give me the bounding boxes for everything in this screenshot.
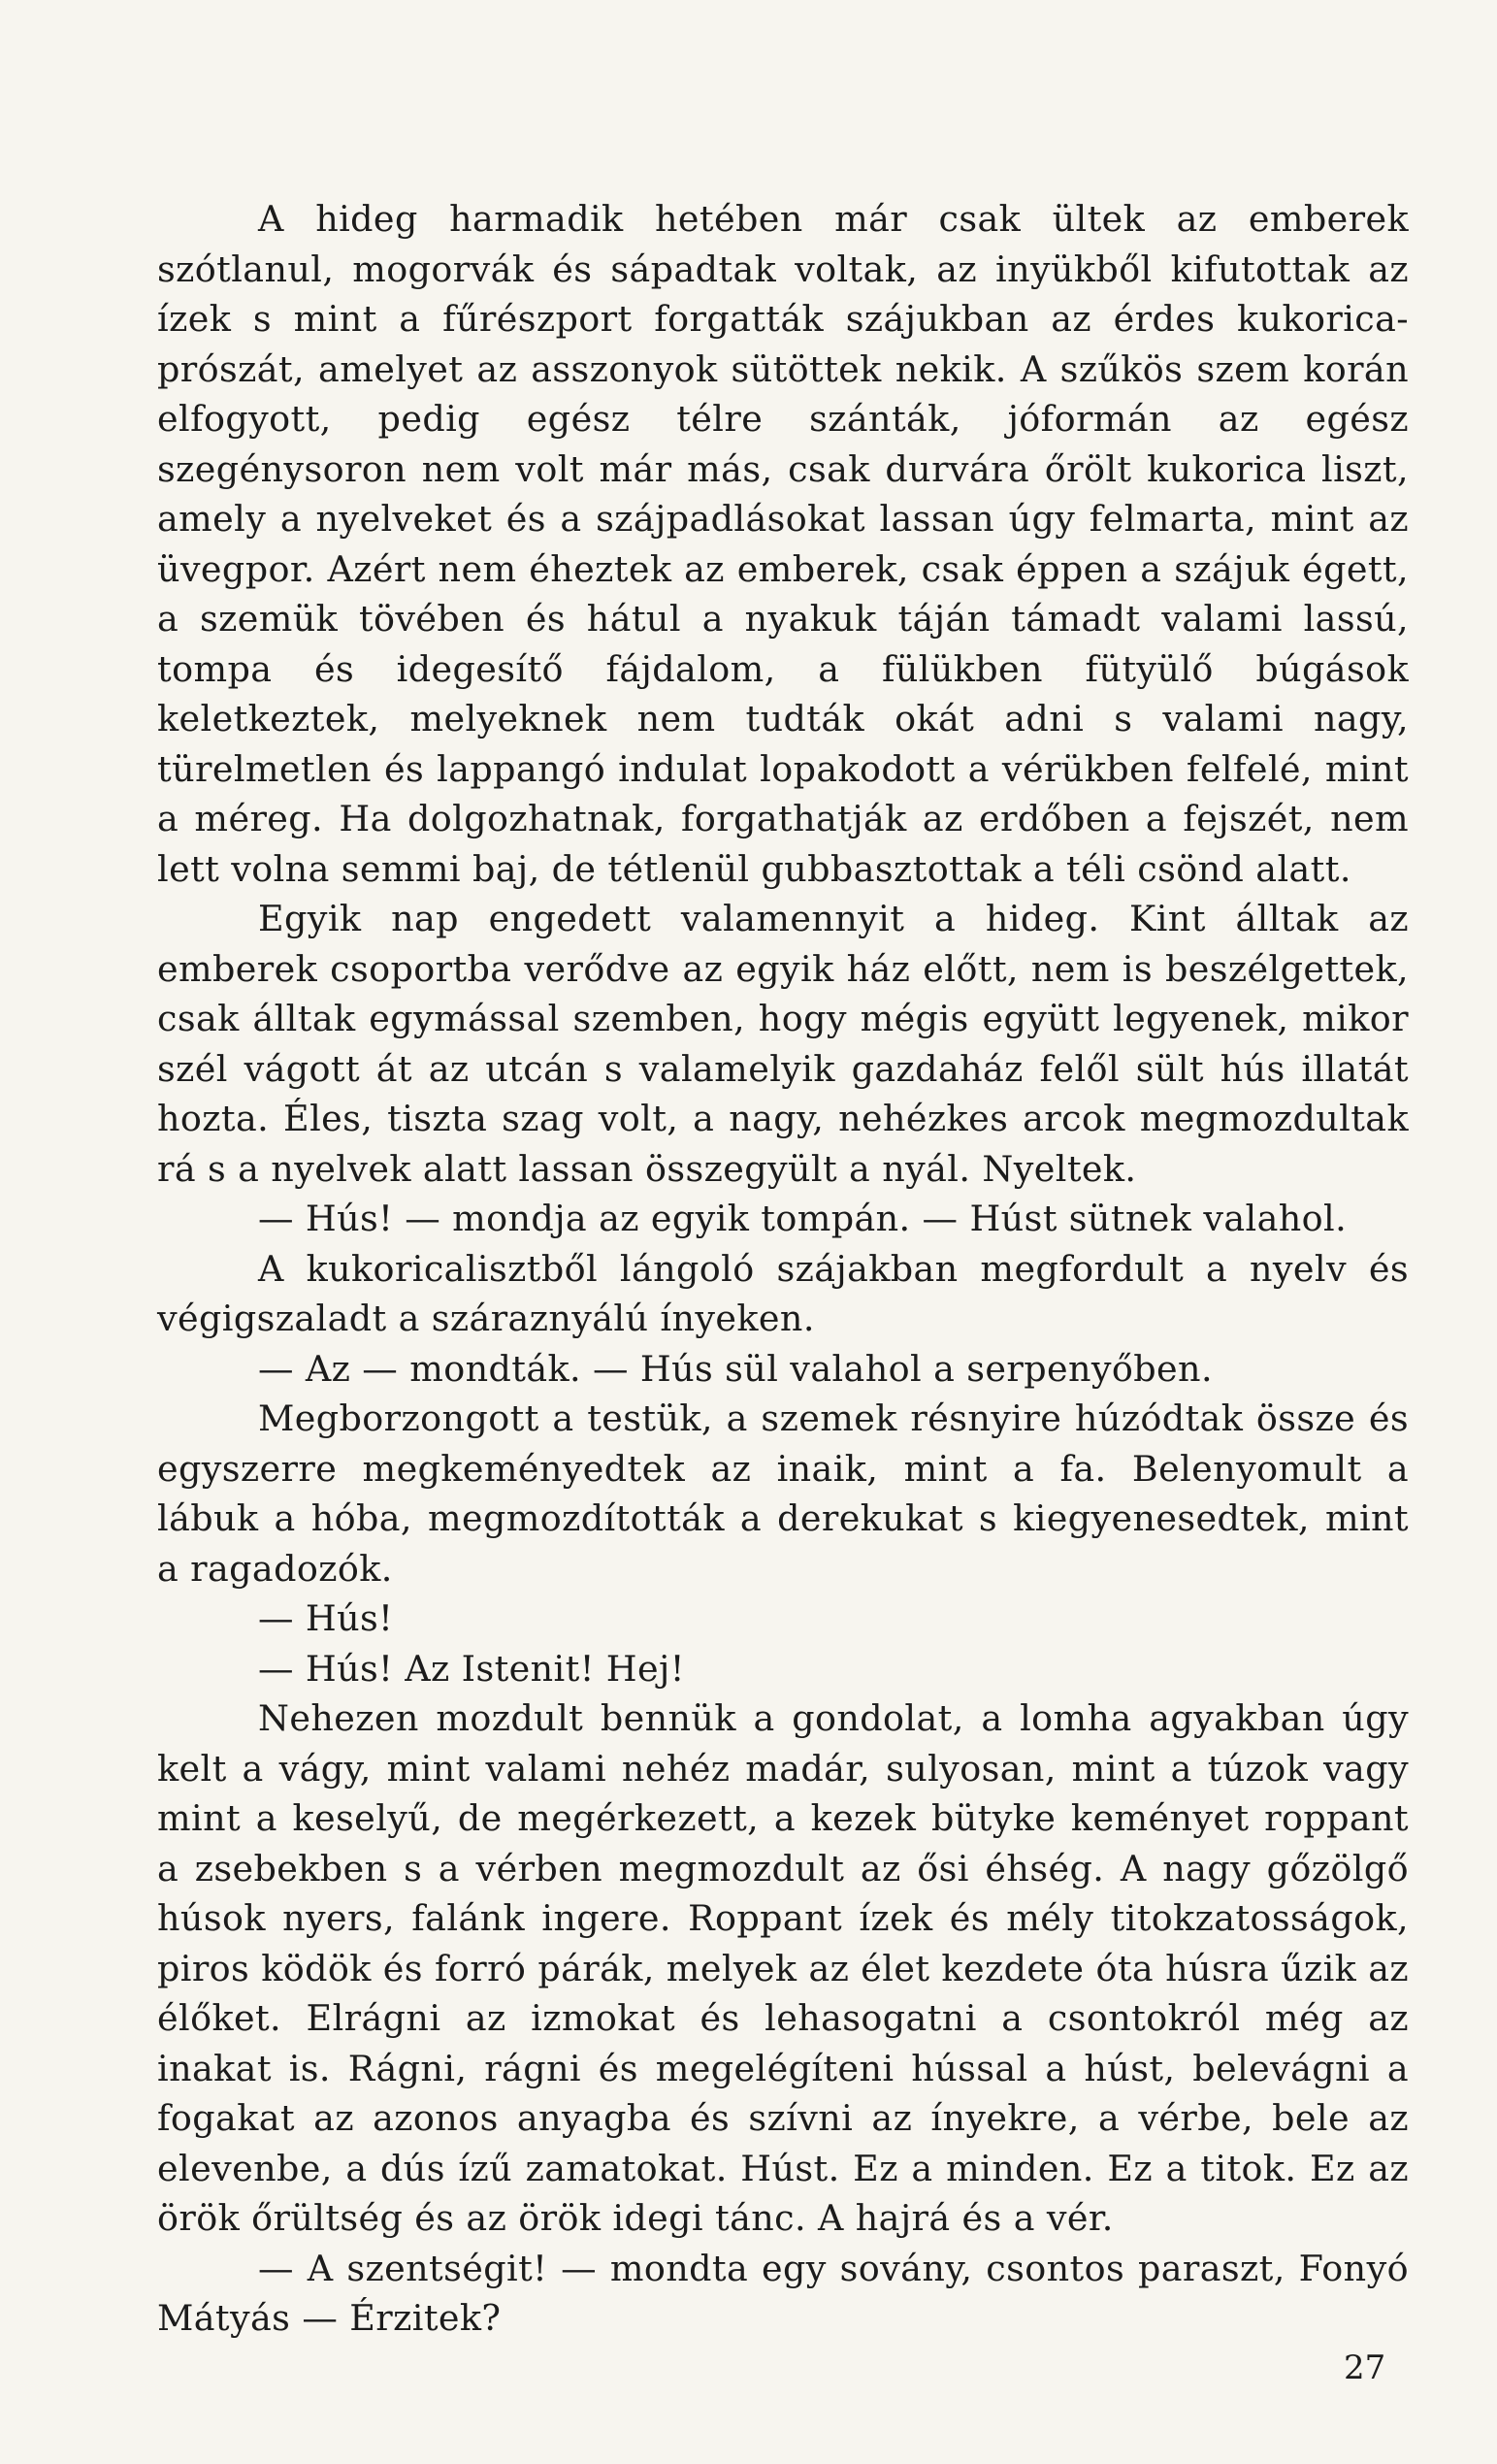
paragraph-4: Megborzongott a testük, a szemek résnyire húzódtak össze és egyszerre megkeményedtek az inaik, mint a fa. Belenyomult a lábuk a hóba, megmozdították a derekukat s kiegyenesedtek, mint a ragadozók. — [157, 1397, 1409, 1590]
dialogue-line-3: — Hús! — [258, 1597, 394, 1639]
page-number: 27 — [1344, 2349, 1386, 2387]
paragraph-3: A kukoricalisztből lángoló szájakban megfordult a nyelv és végigszaladt a száraznyálú ínyeken. — [157, 1247, 1409, 1339]
dialogue-line-4: — Hús! Az Istenit! Hej! — [258, 1647, 685, 1690]
paragraph-5: Nehezen mozdult bennük a gondolat, a lomha agyakban úgy kelt a vágy, mint valami nehéz madár, sulyosan, mint a túzok vagy mint a keselyű, de megérkezett, a kezek bütyke keményet roppant a zsebekben s a vérben megmozdult az ősi éhség. A nagy gőzölgő húsok nyers, falánk ingere. Roppant ízek és mély titokzatosságok, piros ködök és forró párák, melyek az élet kezdete óta húsra űzik az élőket. Elrágni az izmokat és lehasogatni a csontokról még az inakat is. Rágni, rágni és megelégíteni hússal a húst, belevágni a fogakat az azonos anyagba és szívni az ínyekre, a vérbe, bele az elevenbe, a dús ízű zamatokat. Húst. Ez a minden. Ez a titok. Ez az örök őrültség és az örök idegi tánc. A hajrá és a vér. — [157, 1697, 1409, 2239]
dialogue-line-2: — Az — mondták. — Hús sül valahol a serpenyőben. — [258, 1347, 1213, 1390]
dialogue-line-5: — A szentségit! — mondta egy sovány, csontos paraszt, Fonyó Mátyás — Érzitek? — [157, 2247, 1409, 2339]
paragraph-1: A hideg harmadik hetében már csak ültek az emberek szótlanul, mogorvák és sápadtak voltak, az inyükből kifutottak az ízek s mint a fűrészport forgatták szájukban az érdes kukorica-prószát, amelyet az asszonyok sütöttek nekik. A szűkös szem korán elfogyott, pedig egész télre szánták, jóformán az egész szegénysoron nem volt már más, csak durvára őrölt kukorica liszt, amely a nyelveket és a szájpadlásokat lassan úgy felmarta, mint az üvegpor. Azért nem éheztek az emberek, csak éppen a szájuk égett, a szemük tövében és hátul a nyakuk táján támadt valami lassú, tompa és idegesítő fájdalom, a fülükben fütyülő búgások keletkeztek, melyeknek nem tudták okát adni s valami nagy, türelmetlen és lappangó indulat lopakodott a vérükben felfelé, mint a méreg. Ha dolgozhatnak, forgathatják az erdőben a fejszét, nem lett volna semmi baj, de tétlenül gubbasztottak a téli csönd alatt. — [157, 198, 1409, 890]
dialogue-line-1: — Hús! — mondja az egyik tompán. — Húst sütnek valahol. — [258, 1198, 1348, 1239]
paragraph-2: Egyik nap engedett valamennyit a hideg. Kint álltak az emberek csoportba verődve az egyik ház előtt, nem is beszélgettek, csak álltak egymással szemben, hogy mégis együtt legyenek, mikor szél vágott át az utcán s valamelyik gazdaház felől sült hús illatát hozta. Éles, tiszta szag volt, a nagy, nehézkes arcok megmozdultak rá s a nyelvek alatt lassan összegyült a nyál. Nyeltek. — [157, 898, 1409, 1190]
body-text — [157, 194, 1409, 2344]
